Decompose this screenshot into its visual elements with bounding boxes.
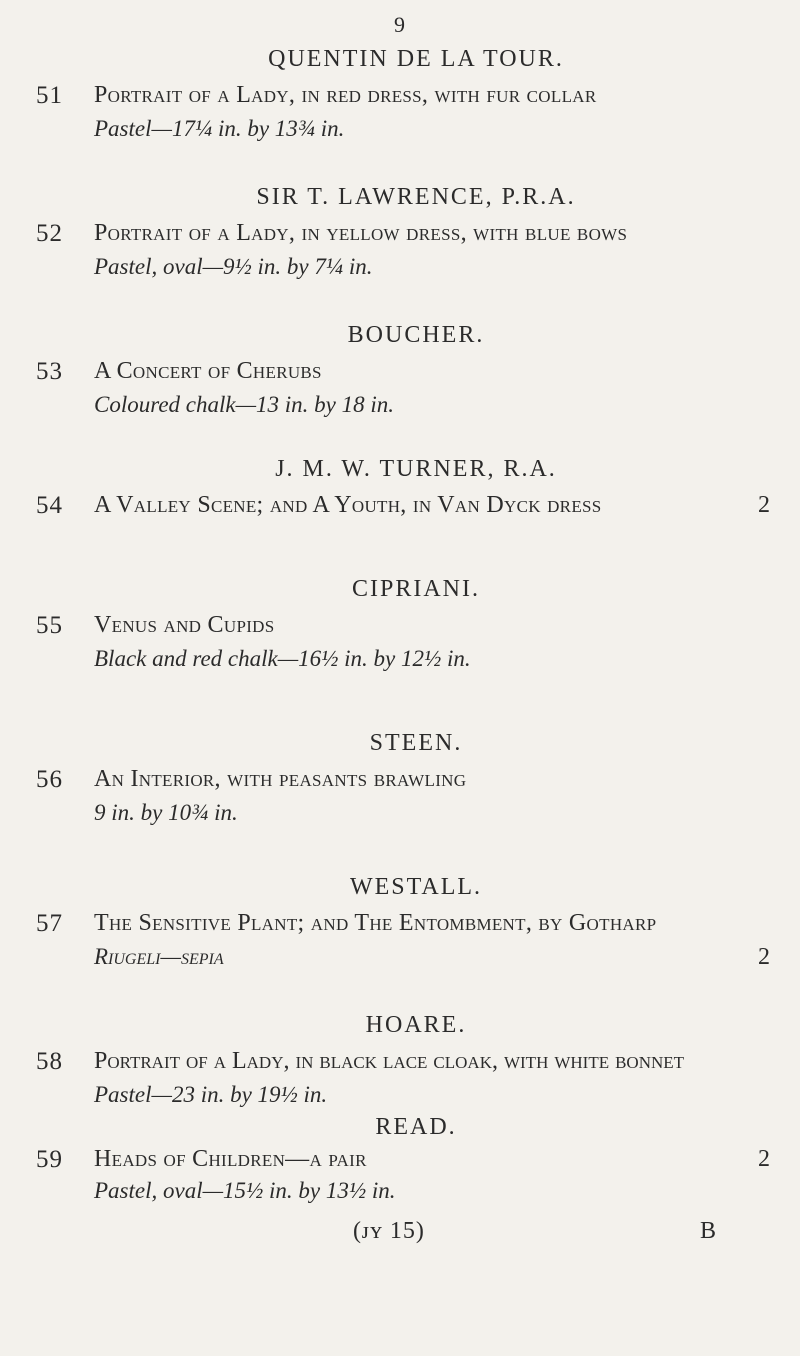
artist-heading: BOUCHER. <box>347 322 485 348</box>
lot-title: An Interior, with peasants brawling <box>94 766 467 792</box>
lot-description: Riugeli—sepia <box>94 944 224 969</box>
lot-number: 59 <box>36 1146 63 1173</box>
lot-title: Venus and Cupids <box>94 612 275 638</box>
lot-description: Pastel—17¼ in. by 13¾ in. <box>94 116 345 141</box>
lot-description: Black and red chalk—16½ in. by 12½ in. <box>94 646 471 671</box>
artist-heading: SIR T. LAWRENCE, P.R.A. <box>256 184 576 210</box>
artist-heading: HOARE. <box>365 1012 467 1038</box>
page-number: 9 <box>394 12 406 37</box>
artist-heading: CIPRIANI. <box>351 576 480 602</box>
lot-title: Heads of Children—a pair <box>94 1146 367 1172</box>
lot-number: 51 <box>36 82 63 109</box>
lot-quantity: 2 <box>758 492 770 518</box>
lot-description: 9 in. by 10¾ in. <box>94 800 238 825</box>
lot-title: Portrait of a Lady, in red dress, with fur collar <box>94 82 597 108</box>
lot-number: 54 <box>36 492 63 519</box>
lot-title: Portrait of a Lady, in yellow dress, with blue bows <box>94 220 628 246</box>
lot-description: Pastel, oval—15½ in. by 13½ in. <box>94 1178 396 1203</box>
lot-title: A Valley Scene; and A Youth, in Van Dyck dress <box>94 492 602 518</box>
lot-number: 53 <box>36 358 63 385</box>
lot-description: Coloured chalk—13 in. by 18 in. <box>94 392 395 417</box>
artist-heading: STEEN. <box>369 730 463 756</box>
lot-quantity: 2 <box>758 944 770 970</box>
lot-number: 58 <box>36 1048 63 1075</box>
signature-mark: (ᴊʏ 15) <box>353 1218 425 1244</box>
lot-description: Pastel, oval—9½ in. by 7¼ in. <box>94 254 373 279</box>
lot-quantity: 2 <box>758 1146 770 1172</box>
artist-heading: READ. <box>375 1114 457 1140</box>
lot-number: 52 <box>36 220 63 247</box>
lot-title: Portrait of a Lady, in black lace cloak, with white bonnet <box>94 1048 685 1074</box>
lot-number: 56 <box>36 766 63 793</box>
lot-title: The Sensitive Plant; and The Entombment, by Gotharp <box>94 910 657 936</box>
lot-number: 57 <box>36 910 63 937</box>
artist-heading: QUENTIN DE LA TOUR. <box>268 46 564 72</box>
lot-description: Pastel—23 in. by 19½ in. <box>94 1082 328 1107</box>
lot-number: 55 <box>36 612 63 639</box>
lot-title: A Concert of Cherubs <box>94 358 322 384</box>
gathering-letter: B <box>700 1218 717 1244</box>
artist-heading: J. M. W. TURNER, R.A. <box>275 456 557 482</box>
artist-heading: WESTALL. <box>349 874 483 900</box>
